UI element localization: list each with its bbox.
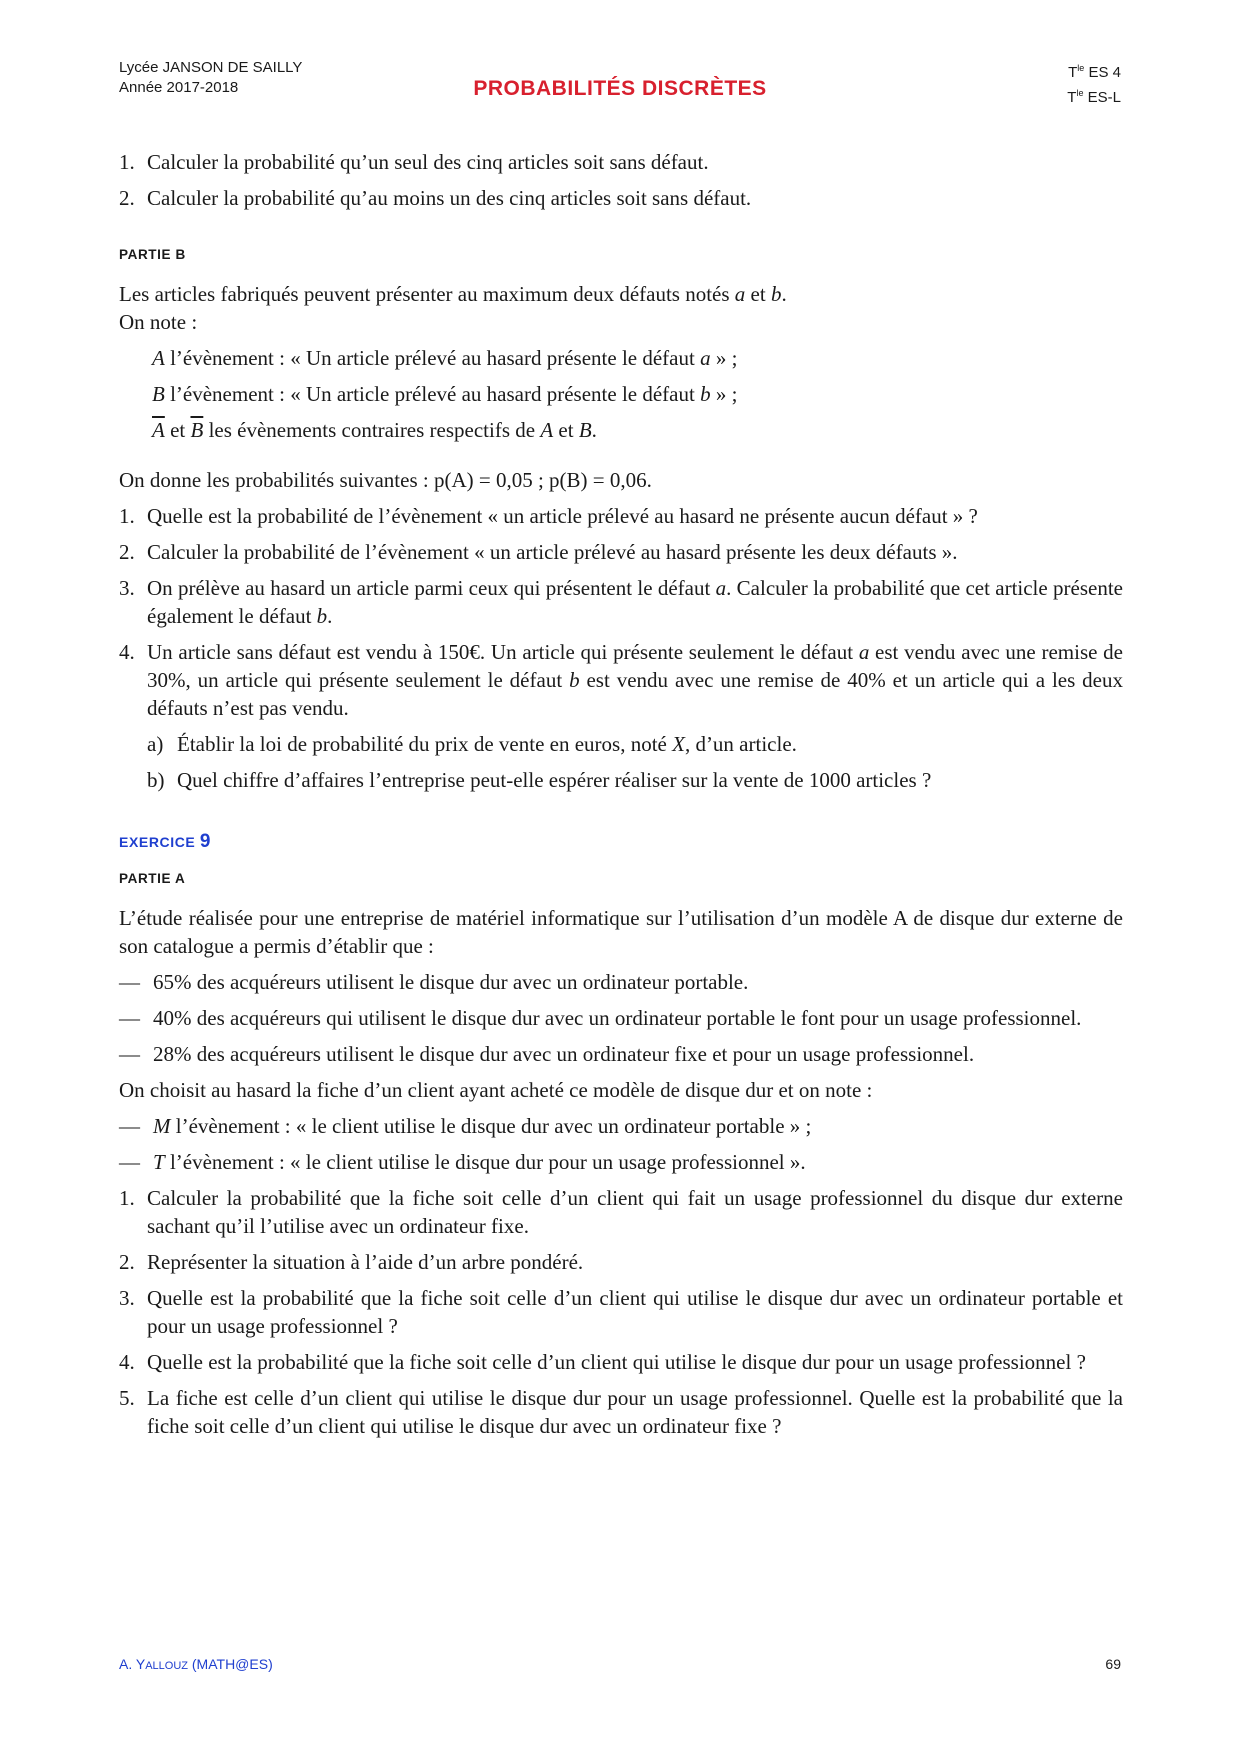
event-a-definition: A l’évènement : « Un article prélevé au hasard présente le défaut a » ; [152,346,738,370]
class-label-1: $T^{le}$ ES 4 [1068,63,1121,81]
partie-b-intro: Les articles fabriqués peuvent présenter au maximum deux défauts notés a et b. [119,282,787,306]
list-item: — T l’évènement : « le client utilise le disque dur pour un usage professionnel ». [119,1150,806,1174]
list-item: 1. Calculer la probabilité qu’un seul des cinq articles soit sans défaut. [119,150,709,174]
list-item: 1. Quelle est la probabilité de l’évènement « un article prélevé au hasard ne présente aucun défaut » ? [119,504,978,528]
page-title: PROBABILITÉS DISCRÈTES [473,77,767,100]
school-name: Lycée JANSON DE SAILLY [119,59,303,76]
list-item: 1. Calculer la probabilité que la fiche soit celle d’un client qui fait un usage professionnel du disque dur externe sachant qu’il l’utilise avec un ordinateur fixe. [119,1186,1123,1238]
page-number: 69 [1105,1656,1121,1672]
partie-b-heading: PARTIE B [119,247,186,262]
top-question-list [119,148,1123,212]
event-b-definition: B l’évènement : « Un article prélevé au hasard présente le défaut b » ; [152,382,738,406]
list-item: 2. Représenter la situation à l’aide d’un arbre pondéré. [119,1250,584,1274]
on-note: On note : [119,310,198,334]
facts-list [119,968,1123,1068]
list-item: 3. Quelle est la probabilité que la fiche soit celle d’un client qui utilise le disque dur avec un ordinateur portable et pour un usage professionnel ? [119,1286,1123,1338]
class-label-2: $T^{le}$ ES-L [1067,88,1121,106]
exercise-intro: L’étude réalisée pour une entreprise de matériel informatique sur l’utilisation d’un modèle A de disque dur externe de son catalogue a permis d’établir que : [119,906,1123,958]
list-item: — M l’évènement : « le client utilise le disque dur avec un ordinateur portable » ; [119,1114,812,1138]
partie-b-question-list [119,502,1123,794]
choice-statement: On choisit au hasard la fiche d’un client ayant acheté ce modèle de disque dur et on note : [119,1078,873,1102]
exercise-question-list [119,1184,1123,1440]
list-item: 4. Un article sans défaut est vendu à 150€. Un article qui présente seulement le défaut a est vendu avec une remise de 30%, un article qui présente seulement le défaut b est vendu avec une remise de 40% et un article qui a les deux défauts n’est pas vendu. [119,640,1124,720]
list-item: — 65% des acquéreurs utilisent le disque dur avec un ordinateur portable. [119,970,749,994]
list-item: 5. La fiche est celle d’un client qui utilise le disque dur pour un usage professionnel. Quelle est la probabilité que la fiche soit celle d’un client qui utilise le disque dur avec un ordinateur fixe ? [119,1386,1123,1438]
exercise-heading: EXERCICE 9 [119,831,212,852]
school-year: Année 2017-2018 [119,79,239,96]
main-content [119,148,1123,1448]
list-item: a) Établir la loi de probabilité du prix de vente en euros, noté X, d’un article. [147,732,797,756]
list-item: 2. Calculer la probabilité de l’évènement « un article prélevé au hasard présente les deux défauts ». [119,540,958,564]
complement-events: $\overline{A}$ et $\overline{B}$ les évènements contraires respectifs de A et B. [152,418,597,442]
list-item: 4. Quelle est la probabilité que la fiche soit celle d’un client qui utilise le disque dur pour un usage professionnel ? [119,1350,1086,1374]
list-item: 2. Calculer la probabilité qu’au moins un des cinq articles soit sans défaut. [119,186,752,210]
list-item: — 28% des acquéreurs utilisent le disque dur avec un ordinateur fixe et pour un usage professionnel. [119,1042,975,1066]
events-list [119,1112,1123,1176]
list-item: 3. On prélève au hasard un article parmi ceux qui présentent le défaut a. Calculer la probabilité que cet article présente également le défaut b. [119,576,1123,628]
list-item: — 40% des acquéreurs qui utilisent le disque dur avec un ordinateur portable le font pour un usage professionnel. [119,1006,1082,1030]
list-item: b) Quel chiffre d’affaires l’entreprise peut-elle espérer réaliser sur la vente de 1000 articles ? [147,768,932,792]
given-probabilities: On donne les probabilités suivantes : p(A) = 0,05 ; p(B) = 0,06. [119,468,652,492]
header-right [1067,58,1121,108]
partie-a-heading: PARTIE A [119,871,186,886]
footer-author: A. YALLOUZ (MATH@ES) [119,1656,273,1672]
